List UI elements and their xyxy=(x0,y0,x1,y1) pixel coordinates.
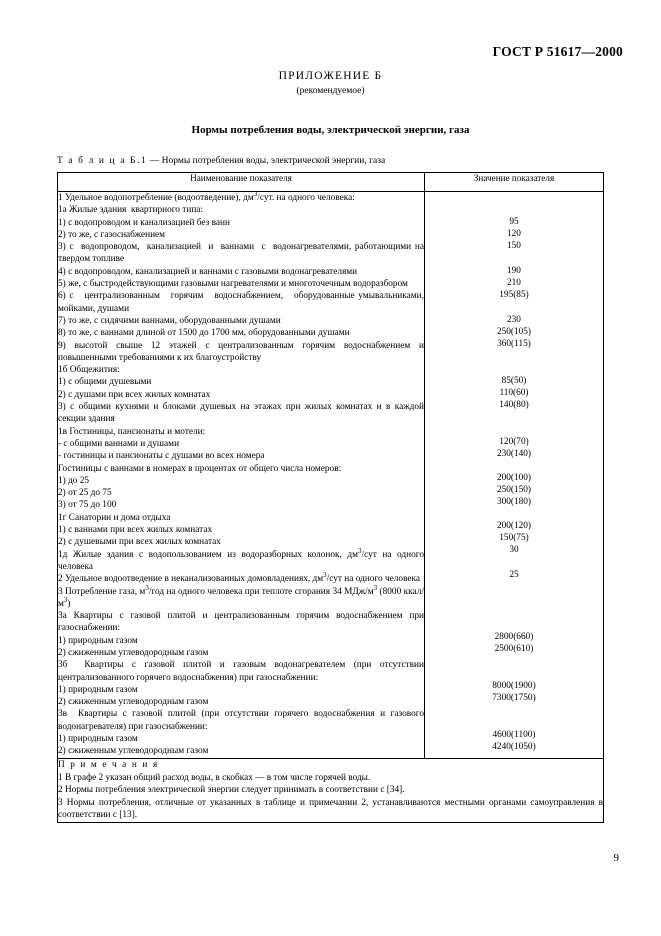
table-row-value: 200(120) xyxy=(496,521,532,531)
table-body-row xyxy=(58,192,604,759)
table-row-name: 2) с душевыми при всех жилых комнатах xyxy=(58,537,221,548)
table-row-value xyxy=(425,460,603,472)
notes-cell xyxy=(58,758,604,822)
table-row-name: 3) с общими кухнями и блоками душевых на этажах при жилых комнатах и в каждой секции здания xyxy=(58,402,427,425)
table-row-name: 1) природным газом xyxy=(58,635,138,646)
table-header-row xyxy=(58,173,604,192)
table-row-value: 200(100) xyxy=(496,473,532,483)
column-header-value: Значение показателя xyxy=(424,173,603,192)
norms-table xyxy=(57,172,604,823)
table-row-name: 1) природным газом xyxy=(58,734,138,745)
table-row-value xyxy=(425,204,603,216)
table-caption-rest: — Нормы потребления воды, электрической энергии, газа xyxy=(147,156,386,166)
table-row-value: 230(140) xyxy=(496,449,532,459)
table-row-name: 3) с водопроводом, канализацией и ваннами с водонагревателями, работающими на твердом топливе xyxy=(58,242,427,265)
table-row-name: 2 Удельное водоотведение в неканализованных домовладениях, $дм^3$/сут на одного человека xyxy=(58,571,421,585)
table-row-name: 1б Общежития: xyxy=(58,365,120,376)
table-row-name: 8) то же, с ваннами длиной от 1500 до 1700 мм, оборудованными душами xyxy=(58,328,350,339)
table-row-value: 230 xyxy=(507,315,521,325)
table-row-value: 4600(1100) xyxy=(492,730,536,740)
table-row-value: 4240(1050) xyxy=(492,742,536,752)
table-row-value: 110(60) xyxy=(499,388,529,398)
table-row-value: 360(115) xyxy=(497,339,531,349)
table-row-name: 1) с водопроводом и канализацией без ванн xyxy=(58,217,230,228)
column-header-name: Наименование показателя xyxy=(58,173,425,192)
table-row-name: 3б Квартиры с газовой плитой и газовым водонагревателем (при отсутствии централизованного горячего водоснабжения) при газоснабжении: xyxy=(58,660,427,683)
table-row-name: 3а Квартиры с газовой плитой и централизованным горячим водоснабжением при газоснабжении: xyxy=(58,611,427,634)
table-row-value: 250(150) xyxy=(496,485,532,495)
table-row-name: 9) высотой свыше 12 этажей с централизованным горячим водоснабжением и повышенными требованиями к их благоустройству xyxy=(58,340,427,363)
table-row-name: - с общими ваннами и душами xyxy=(58,438,180,449)
table-row-name: 3 Потребление газа, $м^3$/год на одного человека при теплоте сгорания 34 МДж/$м^3$ (8000 ккал/$м^3$) xyxy=(58,583,424,609)
table-row-value xyxy=(425,192,603,204)
appendix-title: ПРИЛОЖЕНИЕ Б xyxy=(278,70,383,82)
table-row-name: 2) сжиженным углеводородным газом xyxy=(58,746,209,757)
standard-reference: ГОСТ Р 51617—2000 xyxy=(492,44,623,59)
table-row-name: 1) до 25 xyxy=(58,475,90,486)
table-row-value xyxy=(425,606,603,631)
table-row-value: 8000(1900) xyxy=(492,681,536,691)
table-row-name: 2) с душами при всех жилых комнатах xyxy=(58,389,211,400)
page-number: 9 xyxy=(613,852,619,864)
note-item: 1 В графе 2 указан общий расход воды, в скобках — в том числе горячей воды. xyxy=(58,773,371,784)
table-row-value xyxy=(425,655,603,680)
table-row-name: 1) природным газом xyxy=(58,684,138,695)
table-row-name: 1г Санатории и дома отдыха xyxy=(58,512,171,523)
notes-row xyxy=(58,758,604,822)
table-row-value: 120 xyxy=(507,229,521,239)
table-row-name: 1д Жилые здания с водопользованием из водоразборных колонок, $дм^3$/сут на одного человека xyxy=(58,546,427,572)
table-row-name: 2) сжиженным углеводородным газом xyxy=(58,697,209,708)
table-row-value xyxy=(425,424,603,436)
table-row-value: 140(80) xyxy=(499,400,529,410)
table-caption-prefix: Т а б л и ц а Б.1 xyxy=(57,156,148,166)
table-row-value xyxy=(425,581,603,606)
table-row-value: 7300(1750) xyxy=(492,693,536,703)
table-row-value xyxy=(425,704,603,729)
table-row-name: 1а Жилые здания квартирного типа: xyxy=(58,205,204,216)
table-row-name: 2) от 25 до 75 xyxy=(58,488,112,499)
values-cell xyxy=(424,192,603,759)
table-caption xyxy=(57,156,385,166)
section-title: Нормы потребления воды, электрической энергии, газа xyxy=(191,124,470,136)
table-row-name: 6) с централизованным горячим водоснабжением, оборудованные умывальниками, мойками, душами xyxy=(58,291,427,314)
table-row-name: 1 Удельное водопотребление (водоотведение), $дм^3$/сут. на одного человека: xyxy=(58,189,355,203)
appendix-subtitle: (рекомендуемое) xyxy=(296,86,365,96)
table-row-name: 1в Гостиницы, пансионаты и мотели: xyxy=(58,426,206,437)
table-row-name: - гостиницы и пансионаты с душами во всех номера xyxy=(58,451,265,462)
table-row-value: 150(75) xyxy=(499,533,529,543)
table-row-value: 250(105) xyxy=(496,327,532,337)
table-row-name: 2) сжиженным углеводородным газом xyxy=(58,647,209,658)
table-row-name: Гостиницы с ваннами в номерах в процентах от общего числа номеров: xyxy=(58,463,342,474)
notes-title: П р и м е ч а н и я xyxy=(58,759,159,770)
table-row-name: 3) от 75 до 100 xyxy=(58,500,117,511)
table-row-name: 2) то же, с газоснабжением xyxy=(58,229,166,240)
table-row-value: 210 xyxy=(507,278,521,288)
table-row-name: 3в Квартиры с газовой плитой (при отсутствии горячего водоснабжения и газового водонагревателя) при газоснабжении: xyxy=(58,709,427,732)
names-cell xyxy=(58,189,427,759)
table-row-name: 4) с водопроводом, канализацией и ваннами с газовыми водонагревателями xyxy=(58,266,358,277)
table-row-value xyxy=(425,508,603,520)
table-row-value: 150 xyxy=(507,241,521,251)
note-item: 2 Нормы потребления электрической энергии следует принимать в соответствии с [34]. xyxy=(58,785,405,796)
table-row-name: 1) с ваннами при всех жилых комнатах xyxy=(58,525,213,536)
table-row-value: 190 xyxy=(507,266,521,276)
table-row-name: 7) то же, с сидячими ваннами, оборудованными душами xyxy=(58,315,281,326)
table-row-value: 95 xyxy=(509,217,519,227)
table-row-value xyxy=(425,363,603,375)
table-row-value: 300(180) xyxy=(496,497,532,507)
table-row-name: 1) с общими душевыми xyxy=(58,377,152,388)
table-row-value: 25 xyxy=(509,570,519,580)
table-row-value: 2500(610) xyxy=(494,644,534,654)
table-row-value: 30 xyxy=(509,545,519,555)
table-row-value: 120(70) xyxy=(499,437,529,447)
table-row-name: 5) же, с быстродействующими газовыми нагревателями и многоточечным водоразбором xyxy=(58,279,408,290)
table-row-value: 2800(660) xyxy=(494,632,534,642)
note-item: 3 Нормы потребления, отличные от указанных в таблице и примечании 2, устанавливаются местными органами самоуправления в соответствии с [13]. xyxy=(58,797,606,821)
table-row-value: 195(85) xyxy=(499,290,529,300)
table-row-value: 85(50) xyxy=(501,376,527,386)
